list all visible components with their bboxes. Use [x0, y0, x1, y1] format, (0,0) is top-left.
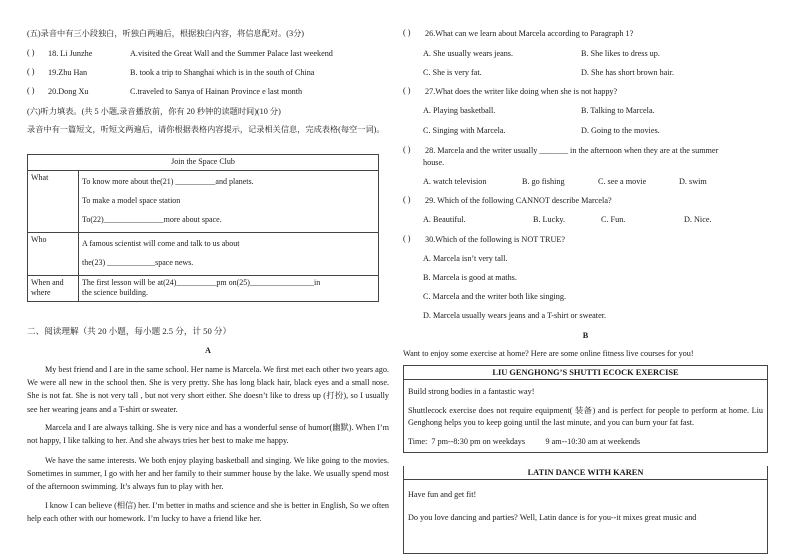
who-line-1: A famous scientist will come and talk to us about	[82, 238, 240, 248]
passage-a-para3: We have the same interests. We both enjoy playing basketball and singing. We like going to the movies. Sometimes in summer, I go with her and her family to their summer house by the lake. We usually spend most of the afternoon swimming. It’s always fun to play with her.	[27, 456, 389, 492]
row-who	[79, 232, 379, 275]
q26-stem: 26.What can we learn about Marcela according to Paragraph 1?	[425, 29, 634, 38]
q30-option-c: C. Marcela and the writer both like singing.	[423, 292, 567, 301]
q29-option-c: C. Fun.	[601, 215, 626, 224]
q26-option-d: D. She has short brown hair.	[581, 68, 675, 77]
passage-a-para4: I know I can believe (相信) her. I’m better in maths and science and she is better in English, So we often help each other with our homework. I’m lucky to have a friend like her.	[27, 501, 389, 524]
passage-a-para1: My best friend and I are in the same school. Her name is Marcela. We first met each other two years ago. We were all new in the school then. She is very pretty. She has long black hair, black eyes and a small nose. She is not fat. She is not very tall , but not very short either. She doesn’t like to dress up (打扮), so I usually see her wearing jeans and a T-shirt or sweater.	[27, 365, 389, 414]
course-liu-time: Time: 7 pm--8:30 pm on weekdays 9 am--10:30 am at weekends	[408, 437, 641, 446]
course-title-latin: LATIN DANCE WITH KAREN	[404, 466, 767, 480]
section5-title: (五)录音中有三小段独白，听独白两遍后，根据独白内容，将信息配对。(3分)	[27, 29, 305, 38]
what-line-22[interactable]: To(22)_______________more about space.	[82, 214, 222, 224]
q29-option-a: A. Beautiful.	[423, 215, 466, 224]
q19-name: 19.Zhu Han	[48, 68, 88, 77]
where-label: where	[31, 288, 51, 297]
q28-option-a: A. watch television	[423, 177, 487, 186]
q29-option-b: B. Lucky.	[533, 215, 565, 224]
q27-option-c: C. Singing with Marcela.	[423, 126, 506, 135]
when-line-2: the science building.	[82, 288, 148, 297]
what-line-model: To make a model space station	[82, 195, 181, 205]
course-box-latin-dance	[403, 466, 768, 554]
section6-title: (六)听力填表。(共 5 小题,录音播放前，你有 20 秒钟的读题时间)(10 分)	[27, 107, 281, 116]
q27-option-a: A. Playing basketball.	[423, 106, 496, 115]
q18-name: 18. Li Junzhe	[48, 49, 93, 58]
q28-stem: 28. Marcela and the writer usually _______ in the afternoon when they are at the summer	[425, 146, 719, 155]
q28-option-b: B. go fishing	[522, 177, 565, 186]
answer-blank-19[interactable]: ( )	[27, 67, 35, 76]
q30-option-b: B. Marcela is good at maths.	[423, 273, 517, 282]
q29-option-d: D. Nice.	[684, 215, 712, 224]
passage-b-label: B	[582, 331, 589, 340]
course-liu-body: Shuttlecock exercise does not require equipment( 装备) and is perfect for people to perform at home. Liu Genghong helps you to keep going until the last minute, and you can burn your fat fast.	[408, 406, 763, 427]
course-title-liu: LIU GENGHONG’S SHUTTI ECOCK EXERCISE	[404, 366, 767, 380]
passage-b-intro: Want to enjoy some exercise at home? Here are some online fitness live courses for you!	[403, 349, 694, 358]
row-label-what: What	[28, 170, 79, 232]
answer-blank-18[interactable]: ( )	[27, 48, 35, 57]
q20-option: C.traveled to Sanya of Hainan Province e last month	[130, 87, 303, 96]
what-line-21[interactable]: To know more about the(21) __________and planets.	[82, 176, 254, 186]
q28-option-c: C. see a movie	[598, 177, 647, 186]
space-club-table	[27, 154, 379, 302]
row-label-when-where	[28, 275, 79, 301]
q18-option: A.visited the Great Wall and the Summer Palace last weekend	[130, 49, 333, 58]
course-latin-body: Do you love dancing and parties? Well, Latin dance is for you--it mixes great music and	[408, 513, 697, 522]
answer-blank-20[interactable]: ( )	[27, 86, 35, 95]
section6-instructions: 录音中有一篇短文，听短文两遍后，请你根据表格内容提示，记录相关信息，完成表格(每空一词)。	[27, 125, 385, 134]
q28-option-d: D. swim	[679, 177, 707, 186]
course-box-liu-genghong	[403, 365, 768, 453]
passage-a-label: A	[205, 346, 211, 355]
row-when-where	[79, 275, 379, 301]
q27-stem: 27.What does the writer like doing when she is not happy?	[425, 87, 618, 96]
q30-option-a: A. Marcela isn’t very tall.	[423, 254, 508, 263]
q29-stem: 29. Which of the following CANNOT describe Marcela?	[425, 196, 612, 205]
answer-blank-28[interactable]: ( )	[403, 145, 411, 154]
q28-stem-cont: house.	[423, 158, 445, 167]
q20-name: 20.Dong Xu	[48, 87, 89, 96]
q30-option-d: D. Marcela usually wears jeans and a T-shirt or sweater.	[423, 311, 607, 320]
q26-option-b: B. She likes to dress up.	[581, 49, 660, 58]
when-label: When and	[31, 277, 64, 287]
q26-option-a: A. She usually wears jeans.	[423, 49, 514, 58]
answer-blank-27[interactable]: ( )	[403, 86, 411, 95]
q19-option: B. took a trip to Shanghai which is in the south of China	[130, 68, 315, 77]
row-label-who: Who	[28, 232, 79, 275]
q27-option-d: D. Going to the movies.	[581, 126, 660, 135]
table-header: Join the Space Club	[28, 155, 379, 171]
answer-blank-30[interactable]: ( )	[403, 234, 411, 243]
row-what	[79, 170, 379, 232]
answer-blank-29[interactable]: ( )	[403, 195, 411, 204]
when-line-24-25[interactable]: The first lesson will be at(24)__________pm on(25)________________in	[82, 277, 321, 287]
course-liu-slogan: Build strong bodies in a fantastic way!	[408, 387, 535, 396]
passage-a-para2: Marcela and I are always talking. She is very nice and has a wonderful sense of humor(幽默). When I’m not happy, I like talking to her. And she always tries her best to make me happy.	[27, 423, 389, 446]
q26-option-c: C. She is very fat.	[423, 68, 482, 77]
reading-section-title: 二、阅读理解（共 20 小题，每小题 2.5 分，计 50 分）	[27, 326, 232, 336]
who-line-23[interactable]: the(23) ____________space news.	[82, 257, 194, 267]
q27-option-b: B. Talking to Marcela.	[581, 106, 655, 115]
answer-blank-26[interactable]: ( )	[403, 28, 411, 37]
course-latin-slogan: Have fun and get fit!	[408, 490, 477, 499]
q30-stem: 30.Which of the following is NOT TRUE?	[425, 235, 566, 244]
